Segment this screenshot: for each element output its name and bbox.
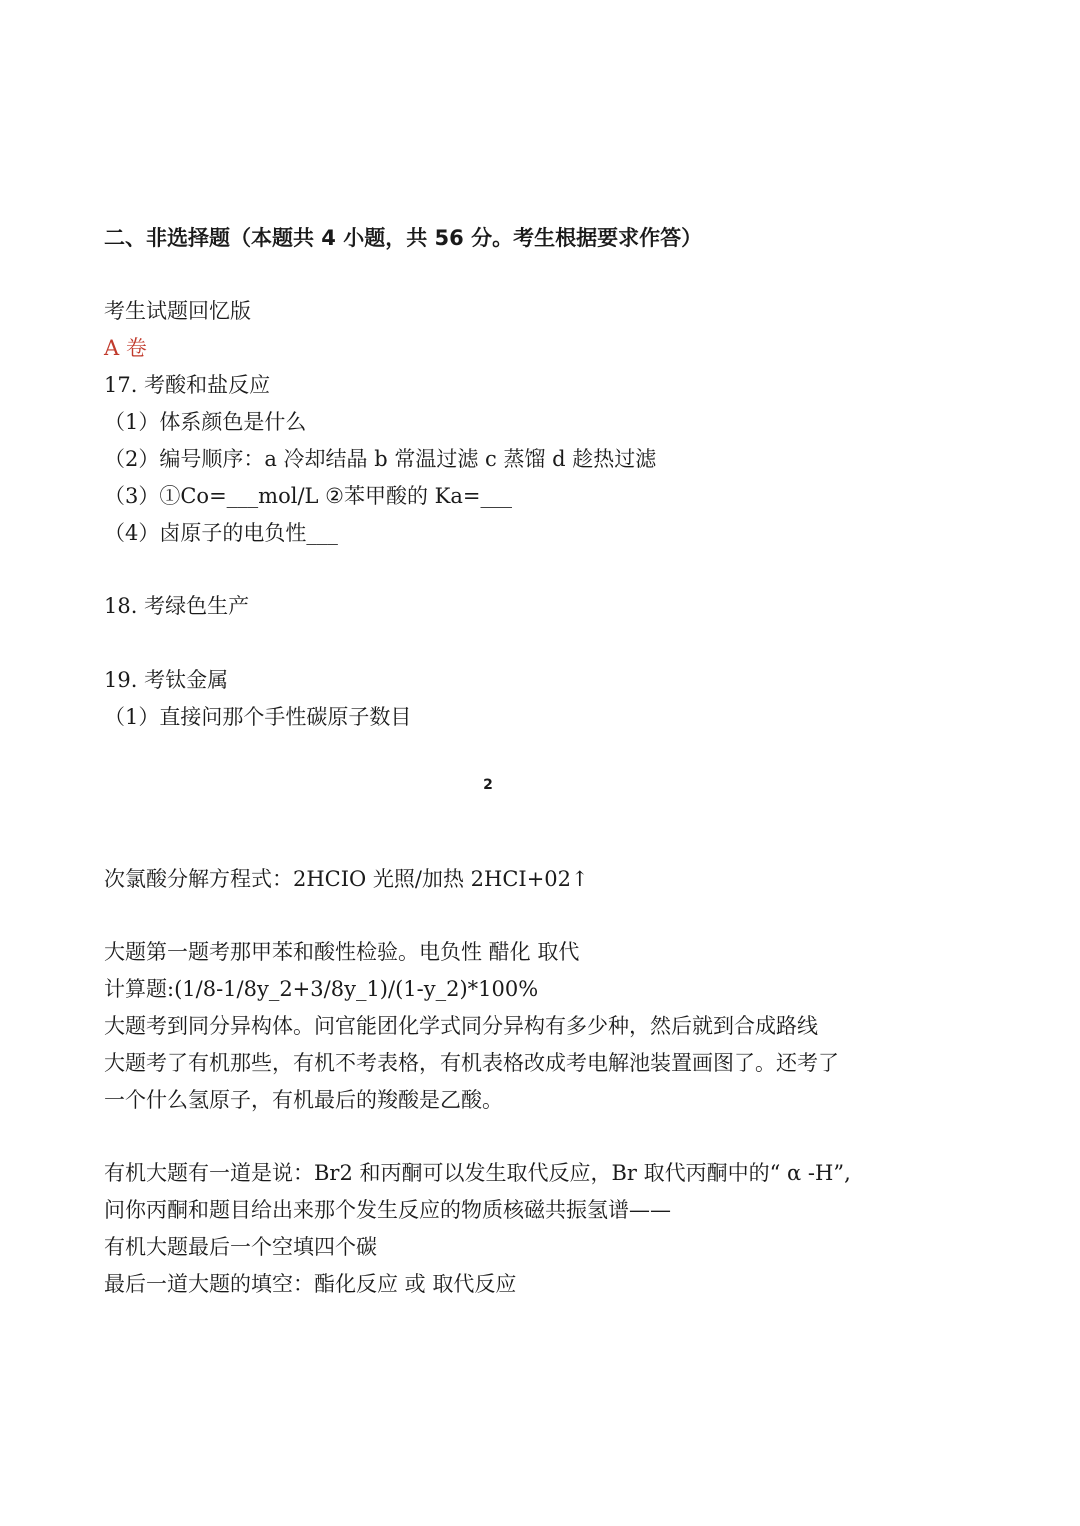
question-17-title: 17. 考酸和盐反应 xyxy=(104,373,271,397)
question-19-item: （1）直接问那个手性碳原子数目 xyxy=(104,705,412,729)
question-17-item: （1）体系颜色是什么 xyxy=(104,410,307,434)
question-17-item: （3）①Co=___mol/L ②苯甲酸的 Ka=___ xyxy=(104,484,512,508)
hclo-equation: 次氯酸分解方程式：2HCIO 光照/加热 2HCI+02↑ xyxy=(104,867,589,891)
page-number: 2 xyxy=(483,777,493,793)
note-line: 最后一道大题的填空：酯化反应 或 取代反应 xyxy=(104,1272,517,1296)
note-line: 问你丙酮和题目给出来那个发生反应的物质核磁共振氢谱—— xyxy=(104,1198,671,1222)
question-17-item: （2）编号顺序：a 冷却结晶 b 常温过滤 c 蒸馏 d 趁热过滤 xyxy=(104,447,657,471)
note-line: 一个什么氢原子，有机最后的羧酸是乙酸。 xyxy=(104,1088,503,1112)
question-18-title: 18. 考绿色生产 xyxy=(104,594,250,618)
note-line: 大题考到同分异构体。问官能团化学式同分异构有多少种，然后就到合成路线 xyxy=(104,1014,818,1038)
note-line: 计算题:(1/8-1/8y_2+3/8y_1)/(1-y_2)*100% xyxy=(104,977,539,1001)
note-line: 大题第一题考那甲苯和酸性检验。电负性 醋化 取代 xyxy=(104,940,580,964)
question-19-title: 19. 考钛金属 xyxy=(104,668,229,692)
paper-label: A 卷 xyxy=(104,336,147,360)
note-line: 有机大题有一道是说：Br2 和丙酮可以发生取代反应，Br 取代丙酮中的“ α -H”, xyxy=(104,1161,851,1185)
section-heading: 二、非选择题（本题共 4 小题，共 56 分。考生根据要求作答） xyxy=(104,226,703,250)
edition-label: 考生试题回忆版 xyxy=(104,299,251,323)
note-line: 有机大题最后一个空填四个碳 xyxy=(104,1235,377,1259)
question-17-item: （4）卤原子的电负性___ xyxy=(104,521,338,545)
note-line: 大题考了有机那些，有机不考表格，有机表格改成考电解池装置画图了。还考了 xyxy=(104,1051,839,1075)
